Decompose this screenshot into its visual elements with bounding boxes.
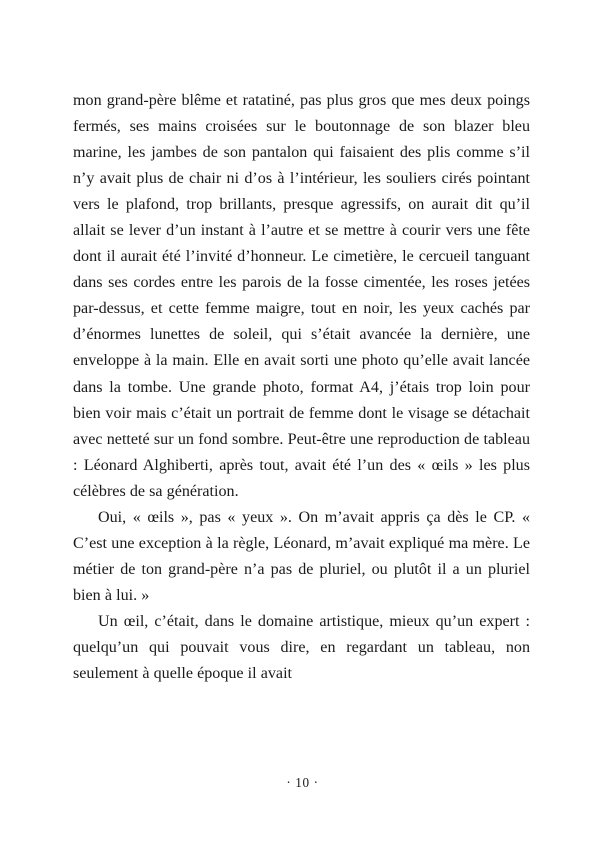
paragraph-1: mon grand-père blême et ratatiné, pas plus gros que mes deux poings fermés, ses mains croisées sur le boutonnage de son blazer bleu marine, les jambes de son pantalon qui faisaient des plis comme s’il n’y avait plus de chair ni d’os à l’intérieur, les souliers cirés pointant vers le plafond, trop brillants, presque agressifs, on aurait dit qu’il allait se lever d’un instant à l’autre et se mettre à courir vers une fête dont il aurait été l’invité d’honneur. Le cimetière, le cercueil tanguant dans ses cordes entre les parois de la fosse cimentée, les roses jetées par-dessus, et cette femme maigre, tout en noir, les yeux cachés par d’énormes lunettes de soleil, qui s’était avancée la dernière, une enveloppe à la main. Elle en avait sorti une photo qu’elle avait lancée dans la tombe. Une grande photo, format A4, j’étais trop loin pour bien voir mais c’était un portrait de femme dont le visage se détachait avec netteté sur un fond sombre. Peut-être une reproduction de tableau : Léonard Alghiberti, après tout, avait été l’un des « œils » les plus célèbres de sa génération.	[73, 92, 530, 500]
page-number: · 10 ·	[286, 775, 319, 790]
body-text-block	[73, 88, 530, 687]
paragraph-2: Oui, « œils », pas « yeux ». On m’avait appris ça dès le CP. « C’est une exception à la règle, Léonard, m’avait expliqué ma mère. Le métier de ton grand-père n’a pas de pluriel, ou plutôt il a un pluriel bien à lui. »	[73, 508, 530, 604]
paragraph-3: Un œil, c’était, dans le domaine artistique, mieux qu’un expert : quelqu’un qui pouvait vous dire, en regardant un tableau, non seulement à quelle époque il avait	[73, 612, 530, 683]
